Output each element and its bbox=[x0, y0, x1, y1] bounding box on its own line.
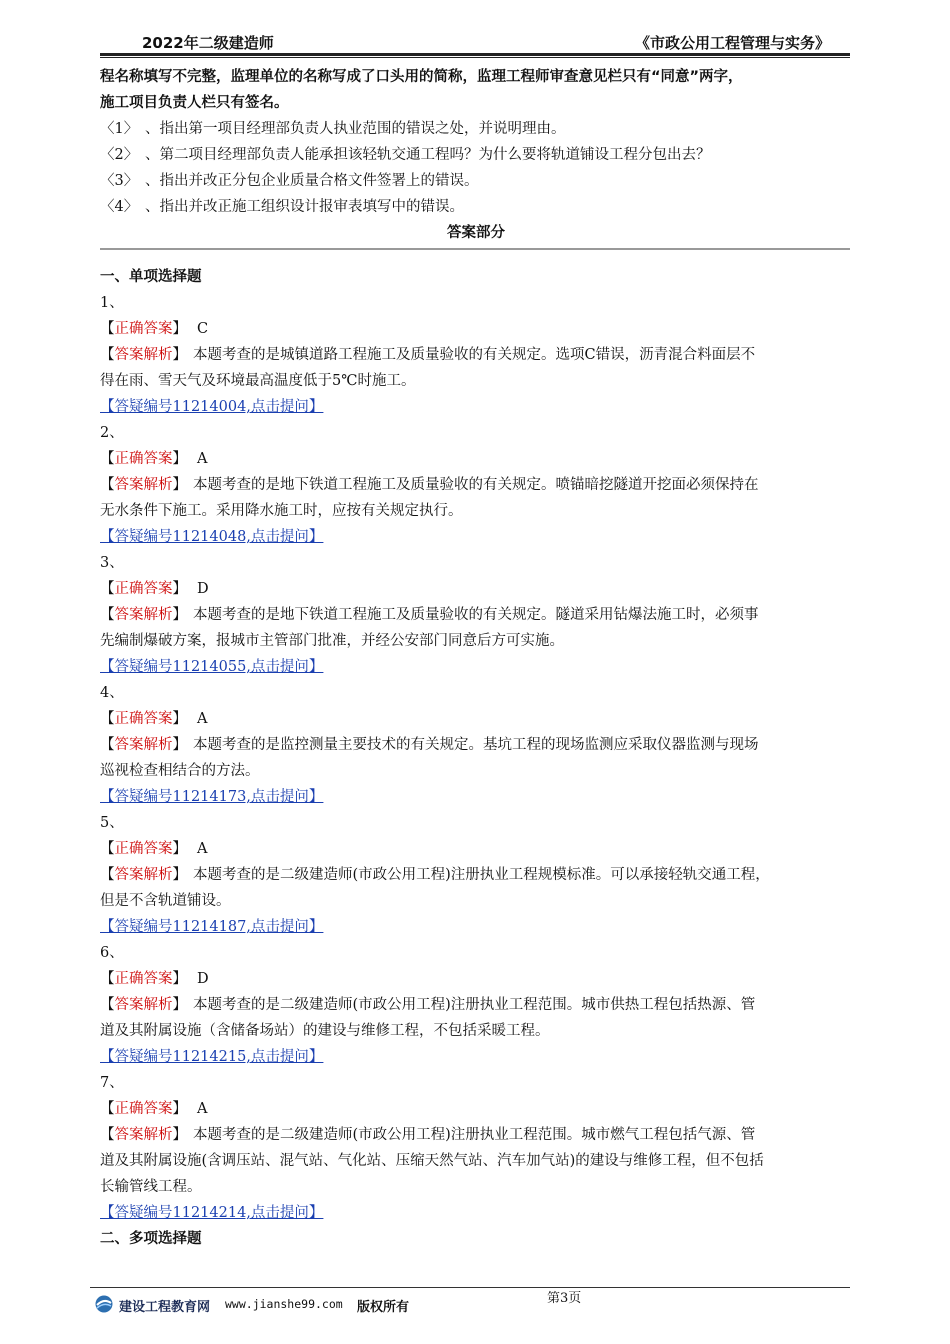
question-link-row bbox=[100, 654, 852, 680]
bracket-open: 【 bbox=[100, 321, 115, 337]
question-text: 、指出并改正施工组织设计报审表填写中的错误。 bbox=[145, 199, 464, 215]
bracket-close: 】 bbox=[172, 1101, 187, 1117]
bracket-open: 【 bbox=[100, 347, 115, 363]
analysis-line bbox=[100, 342, 852, 368]
question-number: 〈3〉 bbox=[100, 173, 139, 189]
intro-line: 程名称填写不完整，监理单位的名称写成了口头用的简称，监理工程师审查意见栏只有“同意”两字， bbox=[100, 69, 743, 85]
question-text: 、指出并改正分包企业质量合格文件签署上的错误。 bbox=[145, 173, 479, 189]
page-header bbox=[100, 30, 850, 52]
section-title: 一、单项选择题 bbox=[100, 269, 202, 285]
correct-answer-label: 正确答案 bbox=[114, 971, 173, 987]
bracket-open: 【 bbox=[100, 451, 115, 467]
analysis-line bbox=[100, 1148, 852, 1174]
analysis-label: 答案解析 bbox=[114, 737, 173, 753]
bracket-close: 】 bbox=[172, 477, 187, 493]
footer-url[interactable]: www.jianshe99.com bbox=[225, 1297, 343, 1311]
analysis-label: 答案解析 bbox=[114, 347, 173, 363]
ask-question-link[interactable]: 【答疑编号11214048,点击提问】 bbox=[100, 529, 324, 545]
analysis-line bbox=[100, 888, 852, 914]
analysis-text: 本题考查的是地下铁道工程施工及质量验收的有关规定。隧道采用钻爆法施工时，必须事 bbox=[193, 607, 759, 623]
analysis-text: 本题考查的是监控测量主要技术的有关规定。基坑工程的现场监测应采取仪器监测与现场 bbox=[193, 737, 759, 753]
bracket-close: 】 bbox=[172, 867, 187, 883]
analysis-label: 答案解析 bbox=[114, 1127, 173, 1143]
analysis-line bbox=[100, 628, 852, 654]
question-link-row bbox=[100, 1200, 852, 1226]
bracket-close: 】 bbox=[172, 711, 187, 727]
analysis-label: 答案解析 bbox=[114, 867, 173, 883]
correct-answer-label: 正确答案 bbox=[114, 711, 173, 727]
site-logo-icon bbox=[95, 1295, 113, 1313]
analysis-line bbox=[100, 368, 852, 394]
analysis-text: 本题考查的是地下铁道工程施工及质量验收的有关规定。喷锚暗挖隧道开挖面必须保持在 bbox=[193, 477, 759, 493]
correct-answer-value: A bbox=[197, 711, 208, 727]
bracket-close: 】 bbox=[172, 451, 187, 467]
analysis-label: 答案解析 bbox=[114, 477, 173, 493]
correct-answer-row bbox=[100, 576, 852, 602]
correct-answer-value: C bbox=[197, 321, 209, 337]
answer-number: 3、 bbox=[100, 555, 124, 571]
correct-answer-row bbox=[100, 966, 852, 992]
bracket-open: 【 bbox=[100, 1127, 115, 1143]
question-link-row bbox=[100, 914, 852, 940]
analysis-text: 本题考查的是城镇道路工程施工及质量验收的有关规定。选项C错误，沥青混合料面层不 bbox=[193, 347, 756, 363]
question-text: 、第二项目经理部负责人能承担该轻轨交通工程吗？为什么要将轨道铺设工程分包出去？ bbox=[145, 147, 711, 163]
answer-number: 5、 bbox=[100, 815, 124, 831]
bracket-close: 】 bbox=[172, 321, 187, 337]
bracket-close: 】 bbox=[172, 347, 187, 363]
analysis-line bbox=[100, 992, 852, 1018]
bracket-close: 】 bbox=[172, 581, 187, 597]
header-subject-title: 《市政公用工程管理与实务》 bbox=[634, 34, 830, 52]
analysis-text: 本题考查的是二级建造师(市政公用工程)注册执业工程规模标准。可以承接轻轨交通工程， bbox=[193, 867, 770, 883]
bracket-close: 】 bbox=[172, 841, 187, 857]
answer-number: 4、 bbox=[100, 685, 124, 701]
question-number: 〈4〉 bbox=[100, 199, 139, 215]
question-item bbox=[100, 194, 852, 220]
correct-answer-value: A bbox=[197, 451, 208, 467]
footer-copyright: 版权所有 bbox=[357, 1300, 410, 1315]
correct-answer-value: A bbox=[197, 1101, 208, 1117]
bracket-close: 】 bbox=[172, 971, 187, 987]
analysis-line bbox=[100, 1018, 852, 1044]
analysis-line bbox=[100, 602, 852, 628]
question-text: 、指出第一项目经理部负责人执业范围的错误之处，并说明理由。 bbox=[145, 121, 566, 137]
page-number: 第3页 bbox=[547, 1291, 582, 1306]
bracket-close: 】 bbox=[172, 607, 187, 623]
ask-question-link[interactable]: 【答疑编号11214004,点击提问】 bbox=[100, 399, 324, 415]
answer-number: 1、 bbox=[100, 295, 124, 311]
analysis-text: 得在雨、雪天气及环境最高温度低于5℃时施工。 bbox=[100, 373, 416, 389]
question-number: 〈1〉 bbox=[100, 121, 139, 137]
correct-answer-row bbox=[100, 836, 852, 862]
ask-question-link[interactable]: 【答疑编号11214055,点击提问】 bbox=[100, 659, 324, 675]
correct-answer-row bbox=[100, 1096, 852, 1122]
question-link-row bbox=[100, 524, 852, 550]
analysis-text: 道及其附属设施（含储备场站）的建设与维修工程，不包括采暖工程。 bbox=[100, 1023, 550, 1039]
question-link-row bbox=[100, 784, 852, 810]
bracket-open: 【 bbox=[100, 477, 115, 493]
footer-site-name: 建设工程教育网 bbox=[119, 1300, 211, 1315]
bracket-open: 【 bbox=[100, 607, 115, 623]
correct-answer-row bbox=[100, 316, 852, 342]
analysis-label: 答案解析 bbox=[114, 607, 173, 623]
question-link-row bbox=[100, 394, 852, 420]
header-rule-thin bbox=[100, 57, 850, 58]
bracket-open: 【 bbox=[100, 1101, 115, 1117]
analysis-line bbox=[100, 758, 852, 784]
analysis-text: 长输管线工程。 bbox=[100, 1179, 202, 1195]
ask-question-link[interactable]: 【答疑编号11214173,点击提问】 bbox=[100, 789, 324, 805]
correct-answer-label: 正确答案 bbox=[114, 321, 173, 337]
question-link-row bbox=[100, 1044, 852, 1070]
analysis-text: 但是不含轨道铺设。 bbox=[100, 893, 231, 909]
ask-question-link[interactable]: 【答疑编号11214215,点击提问】 bbox=[100, 1049, 324, 1065]
correct-answer-value: D bbox=[197, 581, 209, 597]
analysis-line bbox=[100, 1174, 852, 1200]
bracket-open: 【 bbox=[100, 711, 115, 727]
header-rule bbox=[100, 53, 850, 56]
question-item bbox=[100, 142, 852, 168]
analysis-line bbox=[100, 498, 852, 524]
analysis-text: 本题考查的是二级建造师(市政公用工程)注册执业工程范围。城市供热工程包括热源、管 bbox=[193, 997, 756, 1013]
analysis-line bbox=[100, 732, 852, 758]
analysis-text: 本题考查的是二级建造师(市政公用工程)注册执业工程范围。城市燃气工程包括气源、管 bbox=[193, 1127, 756, 1143]
correct-answer-row bbox=[100, 446, 852, 472]
answer-divider bbox=[100, 248, 850, 250]
header-exam-title: 2022年二级建造师 bbox=[142, 34, 274, 52]
analysis-text: 巡视检查相结合的方法。 bbox=[100, 763, 260, 779]
bracket-open: 【 bbox=[100, 867, 115, 883]
analysis-label: 答案解析 bbox=[114, 997, 173, 1013]
analysis-line bbox=[100, 1122, 852, 1148]
correct-answer-label: 正确答案 bbox=[114, 841, 173, 857]
correct-answer-label: 正确答案 bbox=[114, 451, 173, 467]
answer-number: 7、 bbox=[100, 1075, 124, 1091]
document-body bbox=[100, 64, 852, 1252]
bracket-open: 【 bbox=[100, 841, 115, 857]
answer-heading: 答案部分 bbox=[447, 225, 505, 241]
analysis-text: 先编制爆破方案，报城市主管部门批准，并经公安部门同意后方可实施。 bbox=[100, 633, 564, 649]
correct-answer-row bbox=[100, 706, 852, 732]
answer-list bbox=[100, 290, 852, 1226]
analysis-line bbox=[100, 472, 852, 498]
question-item bbox=[100, 116, 852, 142]
intro-line: 施工项目负责人栏只有签名。 bbox=[100, 95, 289, 111]
bracket-open: 【 bbox=[100, 971, 115, 987]
correct-answer-label: 正确答案 bbox=[114, 1101, 173, 1117]
question-list bbox=[100, 116, 852, 220]
question-number: 〈2〉 bbox=[100, 147, 139, 163]
answer-number: 2、 bbox=[100, 425, 124, 441]
bracket-open: 【 bbox=[100, 737, 115, 753]
bracket-open: 【 bbox=[100, 997, 115, 1013]
bracket-open: 【 bbox=[100, 581, 115, 597]
bracket-close: 】 bbox=[172, 997, 187, 1013]
page-footer bbox=[95, 1293, 855, 1317]
question-item bbox=[100, 168, 852, 194]
analysis-line bbox=[100, 862, 852, 888]
ask-question-link[interactable]: 【答疑编号11214214,点击提问】 bbox=[100, 1205, 324, 1221]
correct-answer-value: D bbox=[197, 971, 209, 987]
correct-answer-label: 正确答案 bbox=[114, 581, 173, 597]
footer-rule bbox=[90, 1287, 850, 1288]
section-title: 二、多项选择题 bbox=[100, 1231, 202, 1247]
bracket-close: 】 bbox=[172, 737, 187, 753]
bracket-close: 】 bbox=[172, 1127, 187, 1143]
answer-number: 6、 bbox=[100, 945, 124, 961]
correct-answer-value: A bbox=[197, 841, 208, 857]
ask-question-link[interactable]: 【答疑编号11214187,点击提问】 bbox=[100, 919, 324, 935]
analysis-text: 无水条件下施工。采用降水施工时，应按有关规定执行。 bbox=[100, 503, 463, 519]
analysis-text: 道及其附属设施(含调压站、混气站、气化站、压缩天然气站、汽车加气站)的建设与维修工程，但不包括 bbox=[100, 1153, 764, 1169]
